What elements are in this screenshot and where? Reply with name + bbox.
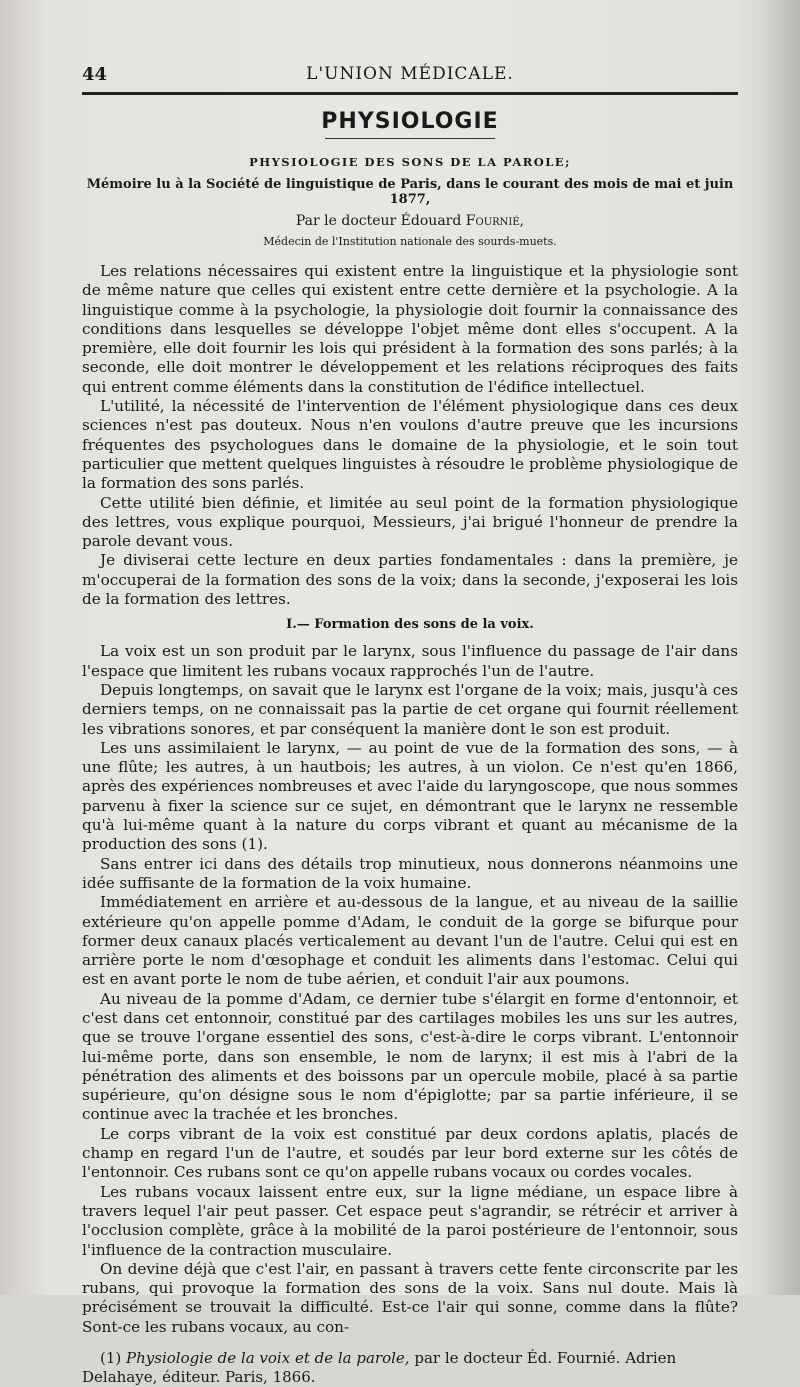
article-title: PHYSIOLOGIE DES SONS DE LA PAROLE; bbox=[249, 155, 571, 169]
paragraph: Sans entrer ici dans des détails trop minutieux, nous donnerons néanmoins une idée suffisante de la formation de la voix humaine. bbox=[82, 854, 738, 892]
intro-body bbox=[82, 262, 738, 609]
journal-title: L'UNION MÉDICALE. bbox=[306, 64, 514, 84]
footnote-title: Physiologie de la voix et de la parole, bbox=[126, 1349, 410, 1368]
affiliation: Médecin de l'Institution nationale des sourds-muets. bbox=[263, 235, 557, 248]
paragraph: La voix est un son produit par le larynx, sous l'influence du passage de l'air dans l'espace que limitent les rubans vocaux rapprochés l'un de l'autre. bbox=[82, 642, 738, 680]
section-rule bbox=[325, 138, 495, 139]
page-number: 44 bbox=[82, 64, 108, 85]
paragraph: Le corps vibrant de la voix est constitué par deux cordons aplatis, placés de champ en regard l'un de l'autre, et soudés par leur bord externe sur les côtés de l'entonnoir. Ces rubans sont ce qu'on appelle rubans vocaux ou cordes vocales. bbox=[82, 1124, 738, 1182]
footnote bbox=[82, 1349, 738, 1387]
subheading: I.— Formation des sons de la voix. bbox=[286, 617, 534, 633]
header-rule bbox=[82, 92, 738, 95]
paragraph: Au niveau de la pomme d'Adam, ce dernier tube s'élargit en forme d'entonnoir, et c'est dans cet entonnoir, constitué par des cartilages mobiles les uns sur les autres, que se trouve l'organe essentiel des sons, c'est-à-dire le corps vibrant. L'entonnoir lui-même porte, dans son ensemble, le nom de larynx; il est mis à l'abri de la pénétration des aliments et des boissons par un opercule mobile, placé à sa partie supérieure, qu'on désigne sous le nom d'épiglotte; par sa partie inférieure, il se continue avec la trachée et les bronches. bbox=[82, 989, 738, 1124]
author-suffix: , bbox=[519, 213, 525, 229]
paragraph: Je diviserai cette lecture en deux parties fondamentales : dans la première, je m'occuperai de la formation des sons de la voix; dans la seconde, j'exposerai les lois de la formation des lettres. bbox=[82, 551, 738, 609]
paragraph: Les rubans vocaux laissent entre eux, sur la ligne médiane, un espace libre à travers lequel l'air peut passer. Cet espace peut s'agrandir, se rétrécir et arriver à l'occlusion complète, grâce à la mobilité de la paroi postérieure de l'entonnoir, sous l'influence de la contraction musculaire. bbox=[82, 1182, 738, 1259]
author-name: Fournié bbox=[465, 213, 520, 229]
section-title: PHYSIOLOGIE bbox=[321, 109, 499, 134]
memoir-line: Mémoire lu à la Société de linguistique de Paris, dans le courant des mois de mai et juin 1877, bbox=[86, 177, 734, 207]
author-line bbox=[82, 213, 738, 229]
paragraph: Depuis longtemps, on savait que le larynx est l'organe de la voix; mais, jusqu'à ces derniers temps, on ne connaissait pas la partie de cet organe qui fournit réellement les vibrations sonores, et par conséquent la manière dont le son est produit. bbox=[82, 680, 738, 738]
author-prefix: Par le docteur Édouard bbox=[295, 213, 462, 229]
paragraph: L'utilité, la nécessité de l'intervention de l'élément physiologique dans ces deux sciences n'est pas douteux. Nous n'en voulons d'autre preuve que les incursions fréquentes des psychologues dans le domaine de la physiologie, et le soin tout particulier que mettent quelques linguistes à résoudre le problème physiologique de la formation des sons parlés. bbox=[82, 397, 738, 493]
footnote-text: par le docteur Éd. Fournié. Adrien Delahaye, éditeur. Paris, 1866. bbox=[82, 1349, 677, 1387]
running-header bbox=[82, 58, 738, 90]
paragraph: Immédiatement en arrière et au-dessous de la langue, et au niveau de la saillie extérieure qu'on appelle pomme d'Adam, le conduit de la gorge se bifurque pour former deux canaux placés verticalement au devant l'un de l'autre. Celui qui est en arrière porte le nom d'œsophage et conduit les aliments dans l'estomac. Celui qui est en avant porte le nom de tube aérien, et conduit l'air aux poumons. bbox=[82, 893, 738, 989]
section-body bbox=[82, 642, 738, 1337]
page-content bbox=[82, 58, 738, 1387]
paragraph: On devine déjà que c'est l'air, en passant à travers cette fente circonscrite par les rubans, qui provoque la formation des sons de la voix. Sans nul doute. Mais là précisément se trouvait la difficulté. Est-ce l'air qui sonne, comme dans la flûte? Sont-ce les rubans vocaux, au con- bbox=[82, 1259, 738, 1336]
page-edge-shadow bbox=[760, 0, 800, 1295]
paragraph: Les relations nécessaires qui existent entre la linguistique et la physiologie sont de même nature que celles qui existent entre cette dernière et la psychologie. A la linguistique comme à la psychologie, la physiologie doit fournir la connaissance des conditions dans lesquelles se développe l'objet même dont elles s'occupent. A la première, elle doit fournir les lois qui président à la formation des sons parlés; à la seconde, elle doit montrer le développement et les relations réciproques des faits qui entrent comme éléments dans la constitution de l'édifice intellectuel. bbox=[82, 262, 738, 396]
footnote-marker: (1) bbox=[100, 1349, 122, 1368]
paragraph: Cette utilité bien définie, et limitée au seul point de la formation physiologique des lettres, vous explique pourquoi, Messieurs, j'ai brigué l'honneur de prendre la parole devant vous. bbox=[82, 493, 738, 551]
paragraph: Les uns assimilaient le larynx, — au point de vue de la formation des sons, — à une flûte; les autres, à un hautbois; les autres, à un violon. Ce n'est qu'en 1866, après des expériences nombreuses et avec l'aide du laryngoscope, que nous sommes parvenu à fixer la science sur ce sujet, en démontrant que le larynx ne ressemble qu'à lui-même quant à la nature du corps vibrant et quant au mécanisme de la production des sons (1). bbox=[82, 738, 738, 854]
